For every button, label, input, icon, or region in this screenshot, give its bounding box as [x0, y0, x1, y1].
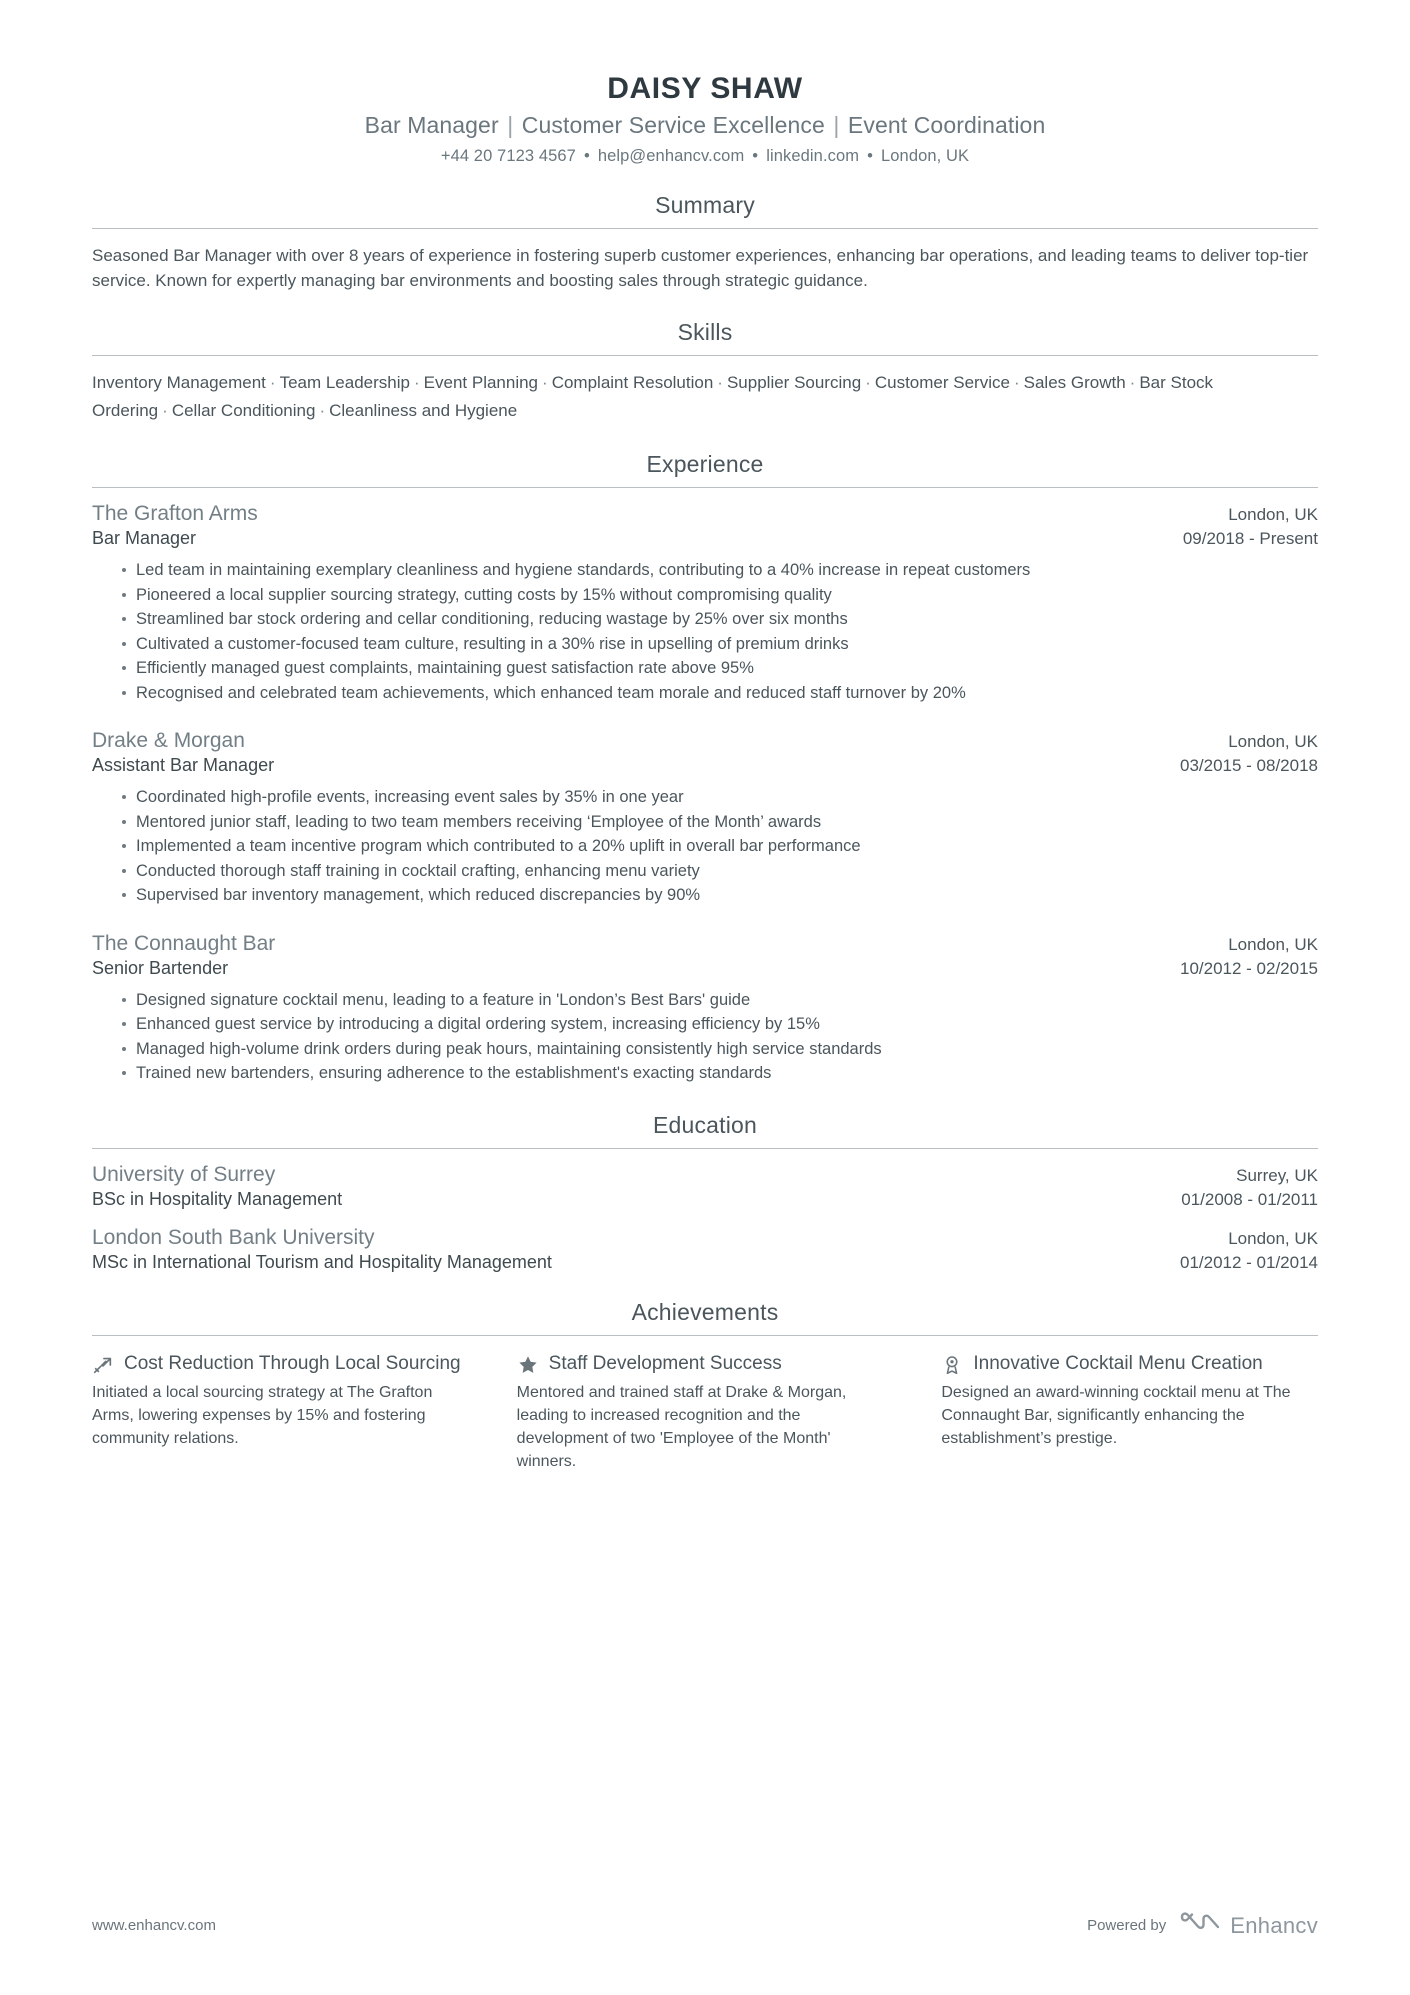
page-footer — [92, 1910, 1318, 1941]
skill-item: Supplier Sourcing — [726, 373, 862, 392]
education-entry-header — [92, 1163, 1318, 1187]
achievement-description: Designed an award-winning cocktail menu at The Connaught Bar, significantly enhancing the establishment’s prestige. — [941, 1383, 1291, 1447]
skill-item: Cellar Conditioning — [171, 401, 316, 420]
headline-separator: | — [826, 112, 846, 138]
headline-part-2: Customer Service Excellence — [521, 112, 825, 138]
skill-separator: · — [1129, 373, 1136, 392]
job-title: Bar Manager — [92, 528, 197, 548]
phone-text: +44 20 7123 4567 — [440, 147, 576, 165]
achievement-item — [517, 1352, 894, 1473]
company-name: The Connaught Bar — [92, 931, 276, 955]
skill-separator: · — [542, 373, 548, 392]
headline-part-3: Event Coordination — [847, 112, 1046, 138]
job-bullet: Cultivated a customer-focused team culture, resulting in a 30% rise in upselling of premium drinks — [122, 632, 1318, 657]
job-bullet: Conducted thorough staff training in cocktail crafting, enhancing menu variety — [122, 859, 1318, 884]
degree-name: BSc in Hospitality Management — [92, 1188, 343, 1209]
skill-separator: · — [717, 373, 723, 392]
experience-entry — [92, 705, 1318, 908]
job-bullet-list — [92, 785, 1318, 908]
candidate-name: DAISY SHAW — [607, 72, 803, 105]
headline-part-1: Bar Manager — [364, 112, 499, 138]
headline-separator: | — [500, 112, 520, 138]
experience-entry-subheader — [92, 956, 1318, 979]
section-title-experience: Experience — [646, 451, 764, 477]
degree-name: MSc in International Tourism and Hospitality Management — [92, 1251, 552, 1272]
achievement-header — [517, 1352, 894, 1376]
school-name: University of Surrey — [92, 1162, 276, 1186]
job-bullet: Trained new bartenders, ensuring adherence to the establishment's exacting standards — [122, 1061, 1318, 1086]
school-location: London, UK — [1228, 1228, 1318, 1248]
company-location: London, UK — [1228, 934, 1318, 954]
skill-separator: · — [162, 401, 168, 420]
section-title-skills: Skills — [677, 319, 733, 345]
experience-entry-subheader — [92, 753, 1318, 776]
school-location: Surrey, UK — [1236, 1165, 1318, 1185]
experience-entry-subheader — [92, 526, 1318, 549]
achievement-item — [941, 1352, 1318, 1473]
skill-separator: · — [1013, 373, 1020, 392]
education-dates: 01/2012 - 01/2014 — [1179, 1252, 1318, 1272]
skill-item: Complaint Resolution — [551, 373, 714, 392]
job-dates: 10/2012 - 02/2015 — [1179, 958, 1318, 978]
brand-name: Enhancv — [1230, 1912, 1318, 1938]
job-bullet: Managed high-volume drink orders during peak hours, maintaining consistently high service standards — [122, 1037, 1318, 1062]
education-entry-subheader — [92, 1250, 1318, 1273]
contact-separator: • — [583, 147, 590, 165]
footer-branding — [1087, 1910, 1318, 1941]
experience-entry-header — [92, 932, 1318, 956]
section-title-summary: Summary — [655, 192, 755, 218]
school-name: London South Bank University — [92, 1225, 375, 1249]
achievement-item — [92, 1352, 469, 1473]
resume-header — [92, 72, 1318, 166]
skill-item: Bar Stock Ordering — [92, 373, 1214, 420]
section-education — [92, 1112, 1318, 1273]
powered-by-label: Powered by — [1087, 1917, 1167, 1934]
achievement-description: Initiated a local sourcing strategy at The Grafton Arms, lowering expenses by 15% and fostering community relations. — [92, 1383, 433, 1447]
education-entry — [92, 1149, 1318, 1210]
linkedin-link[interactable]: linkedin.com — [766, 147, 860, 165]
skill-item: Inventory Management — [92, 373, 266, 392]
achievement-description: Mentored and trained staff at Drake & Morgan, leading to increased recognition and the development of two 'Employee of the Month' winners. — [516, 1383, 847, 1470]
job-bullet-list — [92, 988, 1318, 1086]
brand-lockup — [1178, 1910, 1318, 1941]
section-experience — [92, 451, 1318, 1086]
candidate-headline — [92, 112, 1318, 139]
education-entry-header — [92, 1226, 1318, 1250]
education-entry-subheader — [92, 1187, 1318, 1210]
contact-line — [92, 147, 1318, 166]
enhancv-logo-icon — [1178, 1910, 1222, 1941]
section-summary — [92, 192, 1318, 293]
footer-website[interactable]: www.enhancv.com — [92, 1917, 216, 1934]
section-achievements — [92, 1299, 1318, 1473]
company-name: The Grafton Arms — [92, 502, 258, 525]
job-bullet: Mentored junior staff, leading to two team members receiving ‘Employee of the Month’ awards — [122, 810, 1318, 835]
skill-item: Customer Service — [874, 373, 1010, 392]
job-bullet: Supervised bar inventory management, which reduced discrepancies by 90% — [122, 883, 1318, 908]
skill-item: Cleanliness and Hygiene — [329, 401, 518, 420]
experience-list — [92, 488, 1318, 1086]
job-dates: 03/2015 - 08/2018 — [1179, 756, 1318, 775]
achievements-grid — [92, 1336, 1318, 1473]
skill-separator: · — [319, 401, 326, 420]
achievement-header — [92, 1352, 469, 1376]
skill-item: Event Planning — [423, 373, 539, 392]
job-bullet: Pioneered a local supplier sourcing strategy, cutting costs by 15% without compromising quality — [122, 583, 1318, 608]
skill-separator: · — [269, 373, 276, 392]
section-title-achievements: Achievements — [631, 1298, 779, 1325]
skills-list — [92, 356, 1318, 425]
job-bullet: Recognised and celebrated team achievements, which enhanced team morale and reduced staff turnover by 20% — [122, 681, 1318, 706]
education-list — [92, 1149, 1318, 1273]
email-text[interactable]: help@enhancv.com — [597, 147, 745, 165]
summary-text: Seasoned Bar Manager with over 8 years of experience in fostering superb customer experiences, enhancing bar operations, and leading teams to deliver top-tier service. Known for expertly managing bar environments and boosting sales through strategic guidance. — [92, 246, 1309, 290]
achievement-title: Staff Development Success — [548, 1352, 782, 1374]
achievement-title: Innovative Cocktail Menu Creation — [973, 1352, 1263, 1374]
location-text: London, UK — [881, 147, 970, 165]
section-title-education: Education — [652, 1111, 758, 1138]
job-dates: 09/2018 - Present — [1182, 529, 1318, 548]
education-entry — [92, 1210, 1318, 1273]
skill-item: Team Leadership — [279, 373, 410, 392]
experience-entry-header — [92, 729, 1318, 753]
section-skills — [92, 319, 1318, 425]
company-name: Drake & Morgan — [92, 729, 245, 752]
education-dates: 01/2008 - 01/2011 — [1181, 1189, 1318, 1209]
experience-entry — [92, 488, 1318, 705]
star-icon — [517, 1354, 539, 1376]
achievement-title: Cost Reduction Through Local Sourcing — [124, 1352, 461, 1374]
skill-item: Sales Growth — [1023, 373, 1126, 392]
job-bullet: Led team in maintaining exemplary cleanliness and hygiene standards, contributing to a 40% increase in repeat customers — [122, 558, 1318, 583]
job-bullet: Efficiently managed guest complaints, maintaining guest satisfaction rate above 95% — [122, 656, 1318, 681]
company-location: London, UK — [1228, 505, 1318, 524]
rocket-trend-icon — [92, 1354, 114, 1376]
job-title: Assistant Bar Manager — [92, 755, 275, 775]
experience-entry-header — [92, 502, 1318, 526]
job-bullet: Designed signature cocktail menu, leading to a feature in 'London’s Best Bars' guide — [122, 988, 1318, 1013]
job-bullet: Implemented a team incentive program which contributed to a 20% uplift in overall bar performance — [122, 834, 1318, 859]
job-bullet: Streamlined bar stock ordering and cellar conditioning, reducing wastage by 25% over six months — [122, 607, 1318, 632]
skill-separator: · — [413, 373, 420, 392]
skill-separator: · — [865, 373, 871, 392]
job-title: Senior Bartender — [92, 957, 229, 978]
achievement-header — [941, 1352, 1318, 1376]
contact-separator: • — [867, 147, 873, 165]
job-bullet: Coordinated high-profile events, increasing event sales by 35% in one year — [122, 785, 1318, 810]
contact-separator: • — [752, 147, 759, 165]
experience-entry — [92, 908, 1318, 1086]
company-location: London, UK — [1228, 732, 1318, 751]
job-bullet-list — [92, 558, 1318, 705]
job-bullet: Enhanced guest service by introducing a digital ordering system, increasing efficiency by 15% — [122, 1012, 1318, 1037]
award-medal-icon — [941, 1354, 963, 1376]
